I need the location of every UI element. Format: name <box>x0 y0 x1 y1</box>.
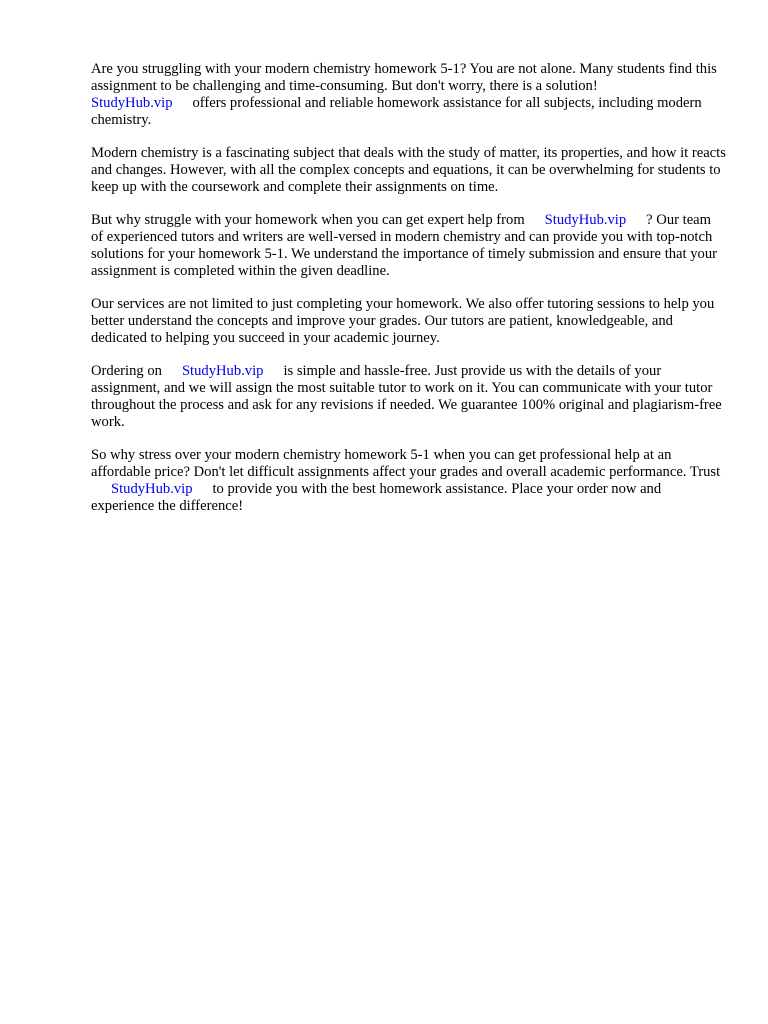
studyhub-link[interactable]: StudyHub.vip <box>544 212 627 228</box>
paragraph-text: offers professional and reliable homework assistance for all subjects, including modern chemistry. <box>91 95 702 128</box>
studyhub-link[interactable]: StudyHub.vip <box>111 481 193 497</box>
paragraph-services: Our services are not limited to just completing your homework. We also offer tutoring sessions to help you better understand the concepts and improve your grades. Our tutors are patient, knowledgeable, and dedicated to helping you succeed in your academic journey. <box>91 296 715 346</box>
document-page <box>91 61 726 531</box>
paragraph-text: But why struggle with your homework when you can get expert help from <box>91 212 525 228</box>
paragraph-expert-help <box>91 212 726 280</box>
studyhub-link[interactable]: StudyHub.vip <box>91 95 173 111</box>
paragraph-text: to provide you with the best homework assistance. Place your order now and experience the difference! <box>91 481 662 514</box>
paragraph-text: Ordering on <box>91 363 162 379</box>
paragraph-closing <box>91 447 726 515</box>
paragraph-text: So why stress over your modern chemistry homework 5-1 when you can get professional help at an affordable price? Don't let difficult assignments affect your grades and overall academic performance. Trust <box>91 447 721 480</box>
paragraph-text: ? Our team of experienced tutors and writers are well-versed in modern chemistry and can provide you with top-notch solutions for your homework 5-1. We understand the importance of timely submission and ensure that your assignment is completed within the given deadline. <box>91 212 717 279</box>
paragraph-ordering <box>91 363 726 431</box>
paragraph-about-chemistry: Modern chemistry is a fascinating subject that deals with the study of matter, its properties, and how it reacts and changes. However, with all the complex concepts and equations, it can be overwhelming for students to keep up with the coursework and complete their assignments on time. <box>91 145 726 195</box>
studyhub-link[interactable]: StudyHub.vip <box>181 363 264 379</box>
paragraph-text: Are you struggling with your modern chemistry homework 5-1? You are not alone. Many students find this assignment to be challenging and time-consuming. But don't worry, there is a solution! <box>91 61 717 94</box>
paragraph-intro <box>91 61 726 129</box>
paragraph-text: is simple and hassle-free. Just provide us with the details of your assignment, and we will assign the most suitable tutor to work on it. You can communicate with your tutor throughout the process and ask for any revisions if needed. We guarantee 100% original and plagiarism-free work. <box>91 363 722 430</box>
